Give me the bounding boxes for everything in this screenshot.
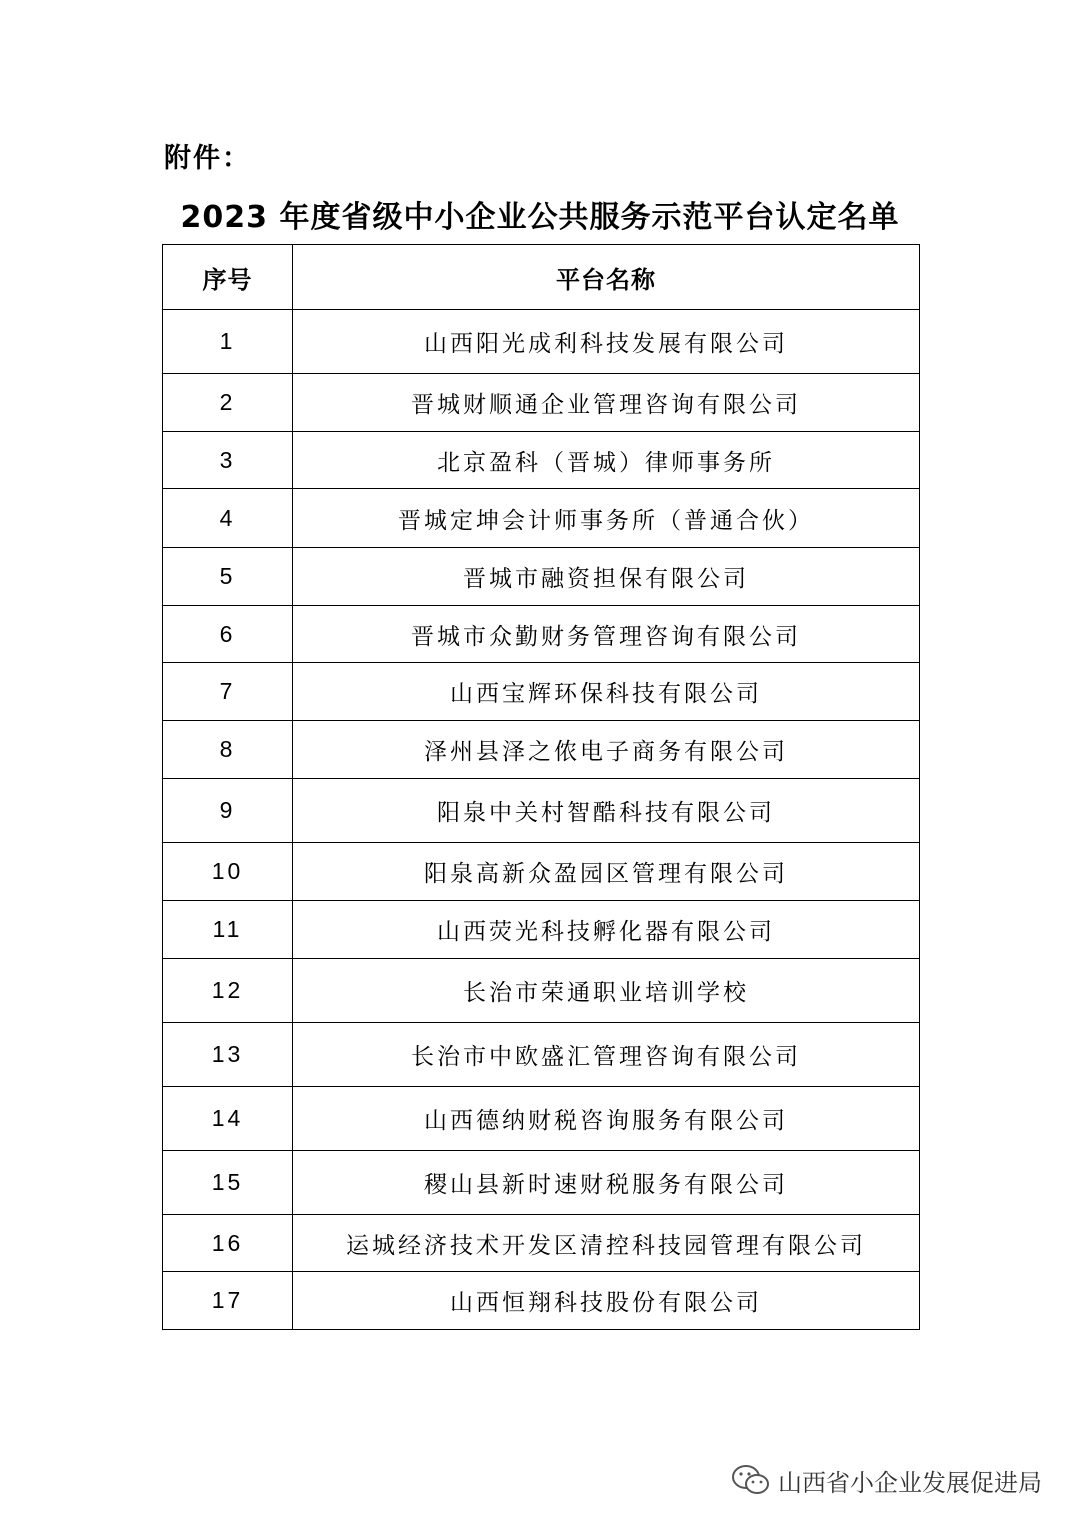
serial-number-cell: 5 [163,548,293,606]
table-row [163,1215,920,1272]
platform-name-cell: 长治市中欧盛汇管理咨询有限公司 [293,1023,920,1087]
table-row [163,1023,920,1087]
table-row [163,959,920,1023]
header-platform-name: 平台名称 [293,245,920,310]
serial-number-cell: 3 [163,432,293,489]
table-row [163,1272,920,1330]
platform-name-cell: 山西恒翔科技股份有限公司 [293,1272,920,1330]
watermark [730,1462,1042,1498]
table-row [163,901,920,959]
serial-number-cell: 14 [163,1087,293,1151]
serial-number-cell: 13 [163,1023,293,1087]
serial-number-cell: 15 [163,1151,293,1215]
platform-name-cell: 运城经济技术开发区清控科技园管理有限公司 [293,1215,920,1272]
serial-number-cell: 7 [163,663,293,721]
serial-number-cell: 12 [163,959,293,1023]
platform-name-cell: 山西德纳财税咨询服务有限公司 [293,1087,920,1151]
serial-number-cell: 17 [163,1272,293,1330]
table-row [163,489,920,548]
table-row [163,721,920,779]
serial-number-cell: 1 [163,310,293,374]
platform-name-cell: 北京盈科（晋城）律师事务所 [293,432,920,489]
platform-name-cell: 山西荧光科技孵化器有限公司 [293,901,920,959]
table-row [163,779,920,843]
document-title: 2023 年度省级中小企业公共服务示范平台认定名单 [180,200,900,235]
platform-name-cell: 阳泉高新众盈园区管理有限公司 [293,843,920,901]
watermark-text: 山西省小企业发展促进局 [778,1468,1042,1497]
platform-name-cell: 晋城市融资担保有限公司 [293,548,920,606]
table-row [163,843,920,901]
wechat-icon [730,1462,772,1498]
serial-number-cell: 11 [163,901,293,959]
platform-list-table [162,244,920,1330]
attachment-label: 附件： [164,143,251,174]
serial-number-cell: 16 [163,1215,293,1272]
table-row [163,548,920,606]
serial-number-cell: 10 [163,843,293,901]
platform-name-cell: 晋城财顺通企业管理咨询有限公司 [293,374,920,432]
serial-number-cell: 2 [163,374,293,432]
platform-name-cell: 长治市荣通职业培训学校 [293,959,920,1023]
platform-name-cell: 阳泉中关村智酷科技有限公司 [293,779,920,843]
table-row [163,606,920,663]
table-row [163,1087,920,1151]
serial-number-cell: 9 [163,779,293,843]
serial-number-cell: 8 [163,721,293,779]
table-row [163,432,920,489]
platform-name-cell: 泽州县泽之侬电子商务有限公司 [293,721,920,779]
serial-number-cell: 4 [163,489,293,548]
header-serial-number: 序号 [163,245,293,310]
serial-number-cell: 6 [163,606,293,663]
table-row [163,374,920,432]
platform-name-cell: 稷山县新时速财税服务有限公司 [293,1151,920,1215]
platform-name-cell: 山西阳光成利科技发展有限公司 [293,310,920,374]
table-row [163,310,920,374]
table-row [163,663,920,721]
platform-name-cell: 山西宝辉环保科技有限公司 [293,663,920,721]
platform-name-cell: 晋城市众勤财务管理咨询有限公司 [293,606,920,663]
platform-name-cell: 晋城定坤会计师事务所（普通合伙） [293,489,920,548]
table-header-row [163,245,920,310]
table-body [163,310,920,1330]
table-row [163,1151,920,1215]
